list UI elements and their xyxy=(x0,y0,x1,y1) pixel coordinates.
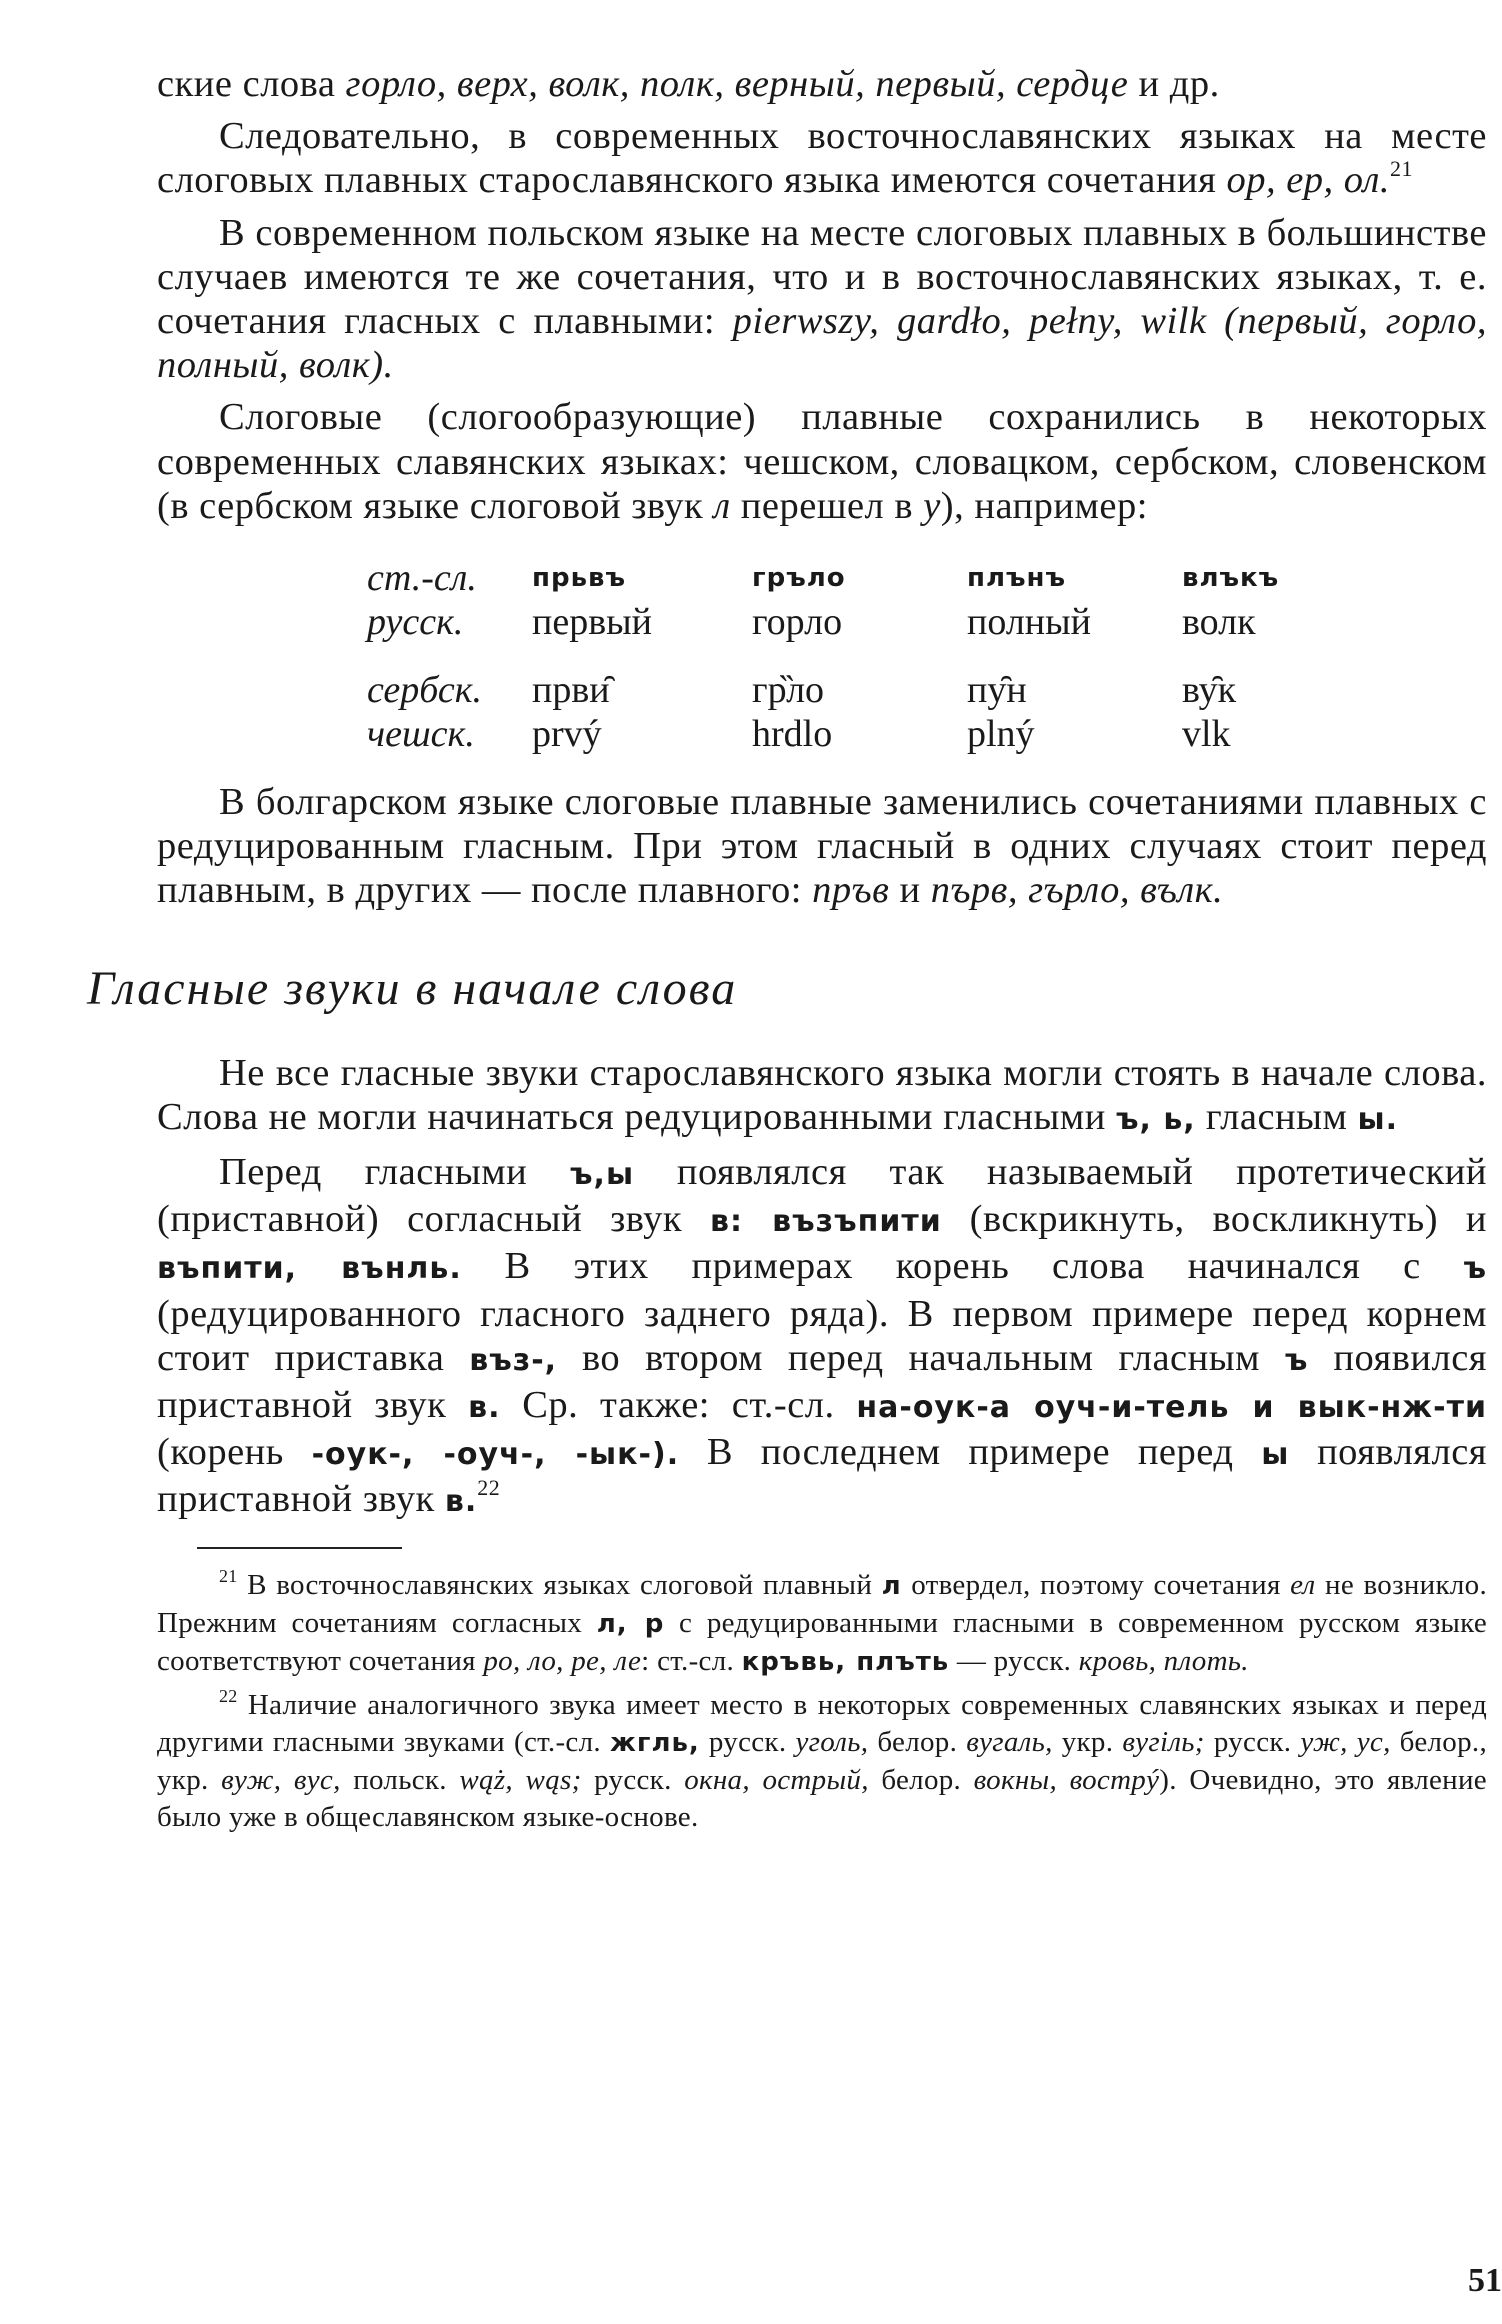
text: перешел в xyxy=(730,484,924,527)
text: (корень xyxy=(157,1431,312,1474)
text: гласным xyxy=(1195,1095,1358,1138)
italic-words: ор, ер, ол. xyxy=(1226,159,1390,202)
old-slavonic-word: въз-, xyxy=(469,1342,558,1378)
italic-words: wąż, wąs; xyxy=(459,1763,582,1796)
table-row xyxy=(367,556,1332,600)
text: В этих примерах корень слова начинался с xyxy=(461,1245,1464,1288)
text: ). Очевидно, это явление было уже в общеславянском языке-основе. xyxy=(157,1763,1487,1833)
italic-words: вугаль, xyxy=(966,1725,1053,1758)
text: белор. xyxy=(868,1763,974,1796)
text: во втором перед начальным гласным xyxy=(557,1336,1285,1379)
text: белор. xyxy=(868,1725,967,1758)
italic-words: кровь, плоть. xyxy=(1078,1644,1249,1677)
paragraph-3 xyxy=(157,211,1487,388)
old-slavonic-word: -оук-, -оуч-, -ык-). xyxy=(311,1437,680,1473)
text: русск. xyxy=(581,1763,685,1796)
paragraph-4 xyxy=(157,395,1487,528)
table-row xyxy=(367,712,1332,756)
italic-words: ел xyxy=(1290,1568,1316,1601)
old-slavonic-letters: ъ,ы xyxy=(570,1157,635,1193)
table-cell: пу̑н xyxy=(967,669,1027,712)
text: Наличие аналогичного звука имеет место в некоторых современных славянских языках и перед другими гласными звуками (ст.-сл. xyxy=(157,1688,1487,1758)
section-heading: Гласные звуки в начале слова xyxy=(87,961,738,1015)
table-cell: prvý xyxy=(532,713,602,756)
old-slavonic-letters: ъ xyxy=(1463,1251,1487,1287)
table-cell: ву̑к xyxy=(1182,669,1237,712)
text: Не все гласные звуки старославянского языка могли стоять в начале слова. Слова не могли начинаться редуцированными гласными xyxy=(157,1051,1487,1138)
italic-words: първ, гърло, вълк. xyxy=(930,869,1224,912)
paragraph-1 xyxy=(157,62,1487,106)
text: — русск. xyxy=(949,1644,1079,1677)
text: Ср. также: ст.-сл. xyxy=(500,1384,857,1427)
old-slavonic-letters: ы xyxy=(1261,1437,1290,1473)
old-slavonic-word: жгль, xyxy=(609,1727,700,1758)
text: В последнем примере перед xyxy=(679,1431,1262,1474)
table-row xyxy=(367,600,1332,644)
paragraph-7 xyxy=(157,1150,1487,1525)
text: и xyxy=(889,869,931,912)
old-slavonic-letters: ы. xyxy=(1357,1101,1399,1137)
italic-words: вуж, вус, xyxy=(221,1763,341,1796)
row-label: ст.-сл. xyxy=(367,557,477,600)
text: русск. xyxy=(699,1725,796,1758)
italic-letter: у xyxy=(923,484,941,527)
old-slavonic-letters: л, р xyxy=(596,1608,665,1639)
page-number: 51 xyxy=(1468,2262,1502,2299)
text: В современном польском языке на месте слоговых плавных в большинстве случаев имеются те же сочетания, что и в восточнославянских языках, т. е. сочетания гласных с плавными: xyxy=(157,211,1487,343)
table-cell: полный xyxy=(967,601,1092,644)
table-cell: прьвъ xyxy=(532,563,627,594)
footnote-21 xyxy=(157,1567,1487,1681)
old-slavonic-letters: ъ, ь, xyxy=(1115,1101,1196,1137)
text: польск. xyxy=(340,1763,460,1796)
text: не возникло. Прежним сочетаниям согласных xyxy=(157,1568,1487,1639)
italic-words: вокны, вострý xyxy=(973,1763,1160,1796)
italic-words: ро, ло, ре, ле xyxy=(483,1644,642,1677)
table-cell: плънъ xyxy=(967,563,1067,594)
text: Слоговые (слогообразующие) плавные сохранились в некоторых современных славянских языках: чешском, словацком, сербском, словенском (в сербском языке слоговой звук xyxy=(157,396,1487,527)
text: В восточнославянских языках слоговой плавный xyxy=(237,1568,882,1601)
row-label: сербск. xyxy=(367,669,482,712)
table-cell: первый xyxy=(532,601,653,644)
table-cell: hrdlo xyxy=(752,713,833,756)
row-label: русск. xyxy=(367,601,464,644)
row-label: чешск. xyxy=(367,713,475,756)
italic-words: уж, ус, xyxy=(1300,1725,1391,1758)
table-cell: гр̏ло xyxy=(752,669,825,712)
text: появлялся так называемый протетический (приставной) согласный звук xyxy=(157,1151,1487,1241)
text: Следовательно, в современных восточнославянских языках на месте слоговых плавных старославянского языка имеются сочетания xyxy=(157,115,1487,202)
text: белор., укр. xyxy=(157,1725,1487,1796)
paragraph-2 xyxy=(157,114,1487,202)
paragraph-5 xyxy=(157,780,1487,913)
text: ские слова xyxy=(157,63,346,105)
text: русск. xyxy=(1204,1725,1301,1758)
text: : ст.-сл. xyxy=(641,1644,742,1677)
old-slavonic-letters: в. xyxy=(444,1484,478,1520)
footnote-number: 22 xyxy=(219,1685,238,1706)
table-cell: горло xyxy=(752,601,843,644)
text: появился приставной звук xyxy=(157,1336,1487,1427)
footnote-divider xyxy=(197,1547,402,1549)
italic-words: уголь, xyxy=(795,1725,869,1758)
table-cell: волк xyxy=(1182,601,1256,644)
page-body xyxy=(87,62,1488,1842)
italic-words: pierwszy, gardło, pełny, wilk (первый, горло, полный, волк). xyxy=(157,300,1487,387)
italic-words: вугiль; xyxy=(1122,1725,1205,1758)
old-slavonic-letters: ъ xyxy=(1284,1342,1309,1378)
italic-words: пръв xyxy=(812,869,890,912)
text: (вскрикнуть, воскликнуть) и xyxy=(941,1198,1487,1241)
text: Перед гласными xyxy=(219,1151,571,1194)
table-cell: vlk xyxy=(1182,713,1231,756)
table-cell: plný xyxy=(967,713,1035,756)
text: с редуцированными гласными в современном русском языке соответствуют сочетания xyxy=(157,1606,1487,1677)
old-slavonic-word: в: възъпити xyxy=(709,1204,942,1240)
text: и др. xyxy=(1128,63,1220,105)
text: отвердел, поэтому сочетания xyxy=(901,1568,1291,1601)
table-cell: први̑ xyxy=(532,669,610,712)
paragraph-6 xyxy=(157,1051,1487,1142)
old-slavonic-letters: в. xyxy=(468,1390,501,1426)
old-slavonic-letters: л xyxy=(881,1570,902,1601)
text: (редуцированного гласного заднего ряда). В первом примере перед корнем стоит приставка xyxy=(157,1292,1487,1379)
table-row xyxy=(367,644,1332,712)
footnote-number: 21 xyxy=(219,1565,238,1586)
text: укр. xyxy=(1052,1725,1123,1758)
text: ), например: xyxy=(940,484,1148,527)
footnote-ref-22: 22 xyxy=(477,1475,501,1501)
italic-words: окна, острый, xyxy=(684,1763,869,1796)
text: В болгарском языке слоговые плавные заменились сочетаниями плавных с редуцированным гласным. При этом гласный в одних случаях стоит перед плавным, в других — после плавного: xyxy=(157,781,1487,912)
old-slavonic-word: на-оук-а оуч-и-тель и вык-нж-ти xyxy=(856,1390,1487,1426)
italic-letter: л xyxy=(713,484,731,527)
footnote-ref-21: 21 xyxy=(1390,156,1413,182)
italic-words: горло, верх, волк, полк, верный, первый, сердце xyxy=(345,63,1129,105)
text: появлялся приставной звук xyxy=(157,1431,1488,1521)
footnote-22 xyxy=(157,1687,1487,1836)
table-cell: влъкъ xyxy=(1182,563,1280,594)
comparison-table xyxy=(367,556,1332,756)
table-cell: грълo xyxy=(752,563,846,594)
old-slavonic-word: въпити, вънль. xyxy=(157,1251,462,1287)
old-slavonic-word: кръвь, плъть xyxy=(741,1646,950,1677)
